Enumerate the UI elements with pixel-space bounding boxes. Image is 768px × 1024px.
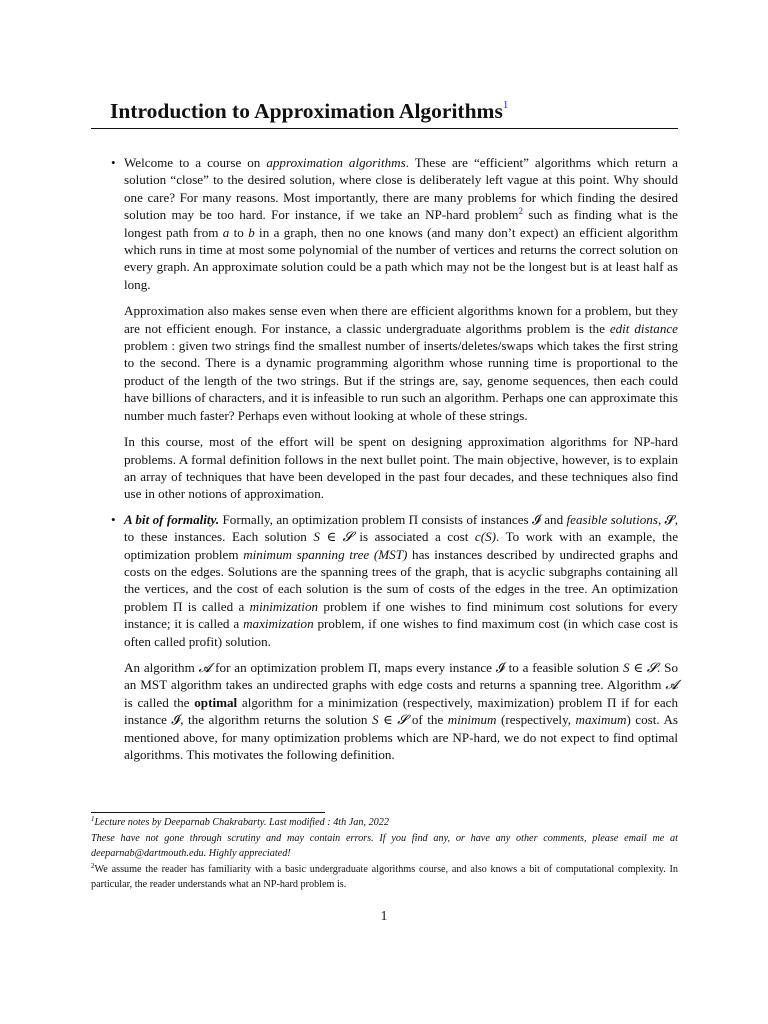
footnote-text: Lecture notes by Deeparnab Chakrabarty. Last modified : 4th Jan, 2022	[94, 817, 389, 828]
math-expression: c(S)	[474, 529, 496, 545]
text-run: problem, if one wishes to find maximum cost (in which case cost is often called profit) solution.	[124, 616, 678, 649]
title-rule	[91, 128, 678, 129]
paragraph-heading: A bit of formality.	[124, 511, 220, 527]
bold-term: optimal	[194, 694, 238, 710]
text-run: , to these instances. Each solution	[124, 511, 679, 545]
text-run: in a graph, then no one knows (and many don’t expect) an efficient algorithm which runs in time at most some polynomial of the number of vertices and returns the correct solution on every graph. An approximate solution could be a path which may not be the longest but is at least half as long.	[124, 224, 679, 292]
paragraph-course-focus	[124, 433, 678, 503]
text-run: , the algorithm returns the solution	[180, 712, 372, 728]
math-symbol: 𝓘	[495, 659, 505, 675]
bullet-item-2	[111, 511, 679, 764]
text-run: is called the	[124, 694, 195, 710]
math-symbol: 𝓘	[532, 511, 541, 527]
emphasis-term: maximization	[243, 616, 314, 632]
footnote-1	[91, 815, 678, 831]
text-run: is associated a cost	[352, 529, 475, 545]
text-run: algorithm for a minimization (respectively, maximization) problem	[237, 694, 608, 710]
text-run: In this course, most of the effort will be spent on designing approximation algorithms for NP-hard problems. A formal definition follows in the next bullet point. The main objective, however, is to explain an array of techniques that have been developed in the past four decades, and these techniques also find use in other notions of approximation.	[124, 434, 678, 502]
math-symbol: 𝓘	[171, 712, 181, 728]
footnote-link-2[interactable]: 2	[518, 206, 523, 217]
text-run: and	[540, 511, 567, 527]
math-symbol: 𝓐	[665, 677, 678, 693]
emphasis-term: maximum	[575, 712, 627, 728]
bullet-marker: •	[111, 511, 116, 527]
bullet-marker: •	[111, 155, 116, 170]
emphasis-term: feasible solutions	[566, 511, 658, 527]
math-expression: S ∈ 𝓢	[371, 712, 408, 728]
text-run: consists of instances	[418, 511, 532, 527]
text-run: for an optimization problem	[211, 659, 369, 675]
text-run: of the	[407, 712, 448, 728]
text-run: ) cost. As mentioned above, for many optimization problems which are NP-hard, we do not expect to find optimal algorithms. This motivates the following definition.	[124, 712, 678, 762]
paragraph-formality	[124, 511, 678, 650]
body-content	[111, 154, 679, 763]
text-run: An algorithm	[124, 659, 199, 675]
text-run: Approximation also makes sense even when there are efficient algorithms known for a problem, but they are not efficient enough. For instance, a classic undergraduate algorithms problem is the	[124, 303, 678, 336]
text-run: (respectively,	[496, 712, 576, 728]
math-symbol: 𝓢	[664, 511, 675, 527]
footnotes	[91, 815, 678, 893]
math-symbol: a	[222, 224, 230, 240]
math-expression: S ∈ 𝓢	[622, 659, 658, 675]
emphasis-term: minimization	[249, 598, 319, 614]
math-expression: S ∈ 𝓢	[313, 529, 353, 545]
text-run: Welcome to a course on	[124, 155, 267, 170]
page-number: 1	[380, 908, 388, 923]
text-run: problem if one wishes to find minimum cost solutions for every instance; it is called a	[124, 598, 678, 632]
footnote-2	[91, 862, 678, 893]
bullet-gap	[124, 503, 678, 511]
emphasis-term: minimum spanning tree (MST)	[243, 546, 408, 562]
math-symbol: Π	[368, 659, 378, 675]
paragraph-algorithm-definition	[124, 659, 678, 763]
text-run: , maps every instance	[377, 659, 496, 675]
footnote-text: We assume the reader has familiarity with a basic undergraduate algorithms course, and also knows a bit of computational complexity. In particular, the reader understands what an NP-hard problem is.	[91, 863, 678, 891]
math-symbol: b	[248, 224, 255, 240]
math-symbol: Π	[607, 694, 617, 710]
math-symbol: 𝓐	[198, 659, 212, 675]
text-run: ,	[657, 511, 665, 527]
bullet-item-1	[111, 154, 679, 503]
emphasis-term: edit distance	[609, 320, 678, 336]
text-run: to	[229, 224, 249, 240]
text-run: if for each instance	[124, 694, 678, 728]
title-text: Introduction to Approximation Algorithms	[110, 99, 503, 123]
paragraph-welcome	[124, 154, 678, 293]
footnote-rule	[91, 812, 325, 813]
text-run: is called a	[182, 598, 250, 614]
footnote-text: These have not gone through scrutiny and may contain errors. If you find any, or have any other comments, please email me at deeparnab@dartmouth.edu. Highly appreciated!	[91, 832, 678, 860]
text-run: has instances described by undirected graphs and costs on the edges. Solutions are the spanning trees of the graph, that is acyclic subgraphs containing all the vertices, and the cost of each solution is the sum of costs of the edges in the tree. An optimization problem	[124, 546, 678, 614]
document-title	[110, 90, 508, 126]
text-run: . So an MST algorithm takes an undirected graphs with edge costs and returns a spanning tree. Algorithm	[124, 659, 678, 693]
footnote-mark: 2	[91, 861, 95, 870]
math-symbol: Π	[408, 511, 419, 527]
title-footnote-link[interactable]: 1	[502, 99, 509, 111]
math-symbol: Π	[172, 598, 183, 614]
emphasis-term: approximation algorithms	[266, 155, 406, 170]
text-run: such as finding what is the longest path from	[124, 207, 678, 240]
text-run: Formally, an optimization problem	[219, 511, 409, 527]
text-run: . These are “efficient” algorithms which return a solution “close” to the desired solution, where close is deliberately left vague at this point. Why should one care? For many reasons. Most importantly, there are many problems for which finding the desired solution may be too hard. For instance, if we take an NP-hard problem	[124, 155, 678, 223]
footnote-1-continued	[91, 831, 678, 862]
text-run: . To work with an example, the optimization problem	[124, 529, 679, 562]
paragraph-edit-distance	[124, 302, 678, 424]
text-run: to a feasible solution	[504, 659, 623, 675]
text-run: problem : given two strings find the smallest number of inserts/deletes/swaps which takes the first string to the second. There is a dynamic programming algorithm whose running time is proportional to the product of the length of the two strings. But if the strings are, say, genome sequences, then each could have billions of characters, and it is infeasible to run such an algorithm. Perhaps one can approximate this number much faster? Perhaps even without looking at whole of these strings.	[124, 338, 678, 423]
emphasis-term: minimum	[447, 712, 497, 728]
footnote-mark: 1	[91, 815, 95, 823]
